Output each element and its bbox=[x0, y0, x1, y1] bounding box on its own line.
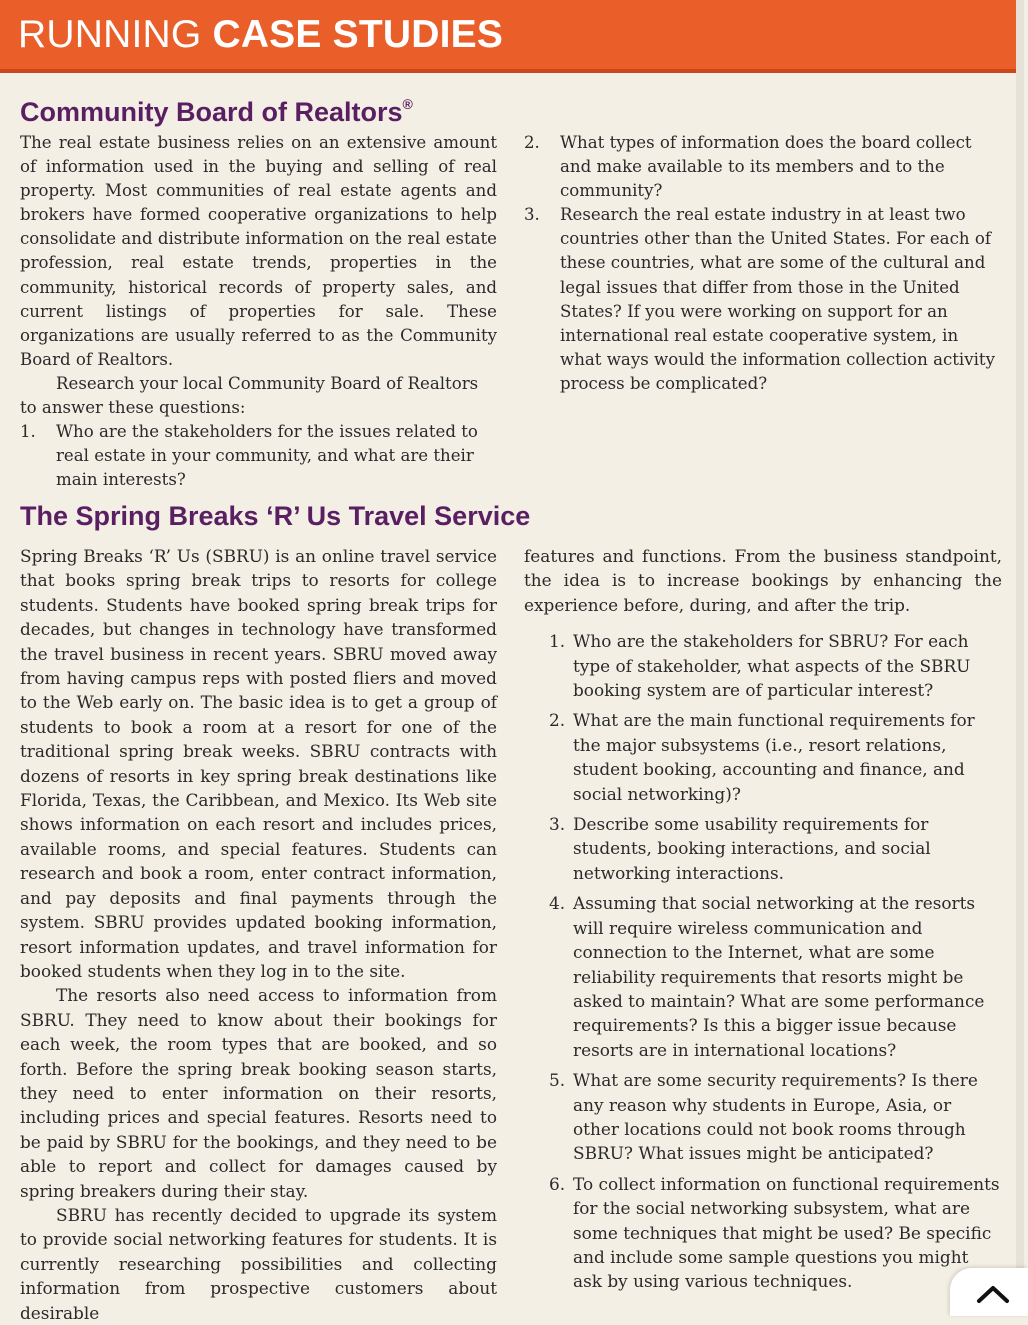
section2-paragraph-2: The resorts also need access to information from SBRU. They need to know about their bookings for each week, the room types that are booked, and so forth. Before the spring break booking season starts, they need to enter information on their resorts, including prices and special features. Resorts need to be paid by SBRU for the bookings, and they need to be able to report and collect for damages caused by spring breakers during their stay. bbox=[20, 985, 497, 1201]
question-text: Assuming that social networking at the resorts will require wireless communication and connection to the Internet, what are some reliability requirements that resorts might be asked to maintain? What are some performance requirements? Is this a bigger issue because resorts are in international locations? bbox=[573, 893, 985, 1060]
list-item bbox=[524, 708, 1002, 806]
chevron-up-icon bbox=[976, 1284, 1010, 1304]
section2-paragraph-1: Spring Breaks ‘R’ Us (SBRU) is an online travel service that books spring break trips to resorts for college students. Students have booked spring break trips for decades, but changes in technology have transformed the travel business in recent years. SBRU moved away from having campus reps with posted fliers and moved to the Web early on. The basic idea is to get a group of students to book a room at a resort for one of the traditional spring break weeks. SBRU contracts with dozens of resorts in key spring break destinations like Florida, Texas, the Caribbean, and Mexico. Its Web site shows information on each resort and includes prices, available rooms, and special features. Students can research and book a room, enter contract information, and pay deposits and final payments through the system. SBRU provides updated booking information, resort information updates, and travel information for booked students when they log in to the site. bbox=[20, 546, 497, 981]
section1-question-list-left bbox=[20, 420, 497, 492]
question-text: What are the main functional requirements for the major subsystems (i.e., resort relations, student booking, accounting and finance, and social networking)? bbox=[573, 710, 975, 804]
banner-title bbox=[18, 12, 503, 58]
section1-research-paragraph: Research your local Community Board of Realtors to answer these questions: bbox=[20, 373, 479, 418]
list-item bbox=[524, 812, 1002, 885]
section1-question-list-right bbox=[524, 131, 995, 396]
question-number: 4. bbox=[549, 893, 566, 914]
section1-title bbox=[20, 87, 413, 129]
registered-mark: ® bbox=[402, 96, 413, 112]
section2-left-column bbox=[20, 544, 497, 1325]
section1-left-column bbox=[20, 131, 497, 492]
list-item bbox=[524, 203, 995, 396]
list-item bbox=[524, 629, 1002, 702]
question-text: Research the real estate industry in at least two countries other than the United States. For each of these countries, what are some of the cultural and legal issues that differ from those in the United States? If you were working on support for an international real estate cooperative system, in what ways would the information collection activity process be complicated? bbox=[560, 205, 995, 393]
section2-paragraph-3: SBRU has recently decided to upgrade its system to provide social networking features for students. It is currently researching possibilities and collecting information from prospective customers about desirable bbox=[20, 1204, 497, 1323]
question-number: 2. bbox=[549, 710, 566, 731]
list-item bbox=[20, 420, 497, 492]
list-item bbox=[524, 891, 1002, 1062]
banner-title-light: RUNNING bbox=[18, 13, 202, 56]
section1-title-text: Community Board of Realtors bbox=[20, 97, 403, 127]
question-text: What types of information does the board collect and make available to its members and to the community? bbox=[560, 133, 972, 201]
running-case-studies-banner bbox=[0, 0, 1024, 73]
question-text: To collect information on functional requirements for the social networking subsystem, what are some techniques that might be used? Be specific and include some sample questions you might ask by using various techniques. bbox=[573, 1173, 1000, 1292]
question-number: 1. bbox=[20, 422, 36, 442]
question-text: Who are the stakeholders for the issues related to real estate in your community, and what are their main interests? bbox=[56, 422, 478, 490]
banner-title-bold: CASE STUDIES bbox=[212, 13, 504, 56]
section2-paragraph-4: features and functions. From the business standpoint, the idea is to increase bookings by enhancing the experience before, during, and after the trip. bbox=[524, 546, 1002, 615]
question-number: 1. bbox=[549, 631, 566, 652]
scrollbar-track[interactable] bbox=[1016, 0, 1024, 1308]
scroll-to-top-button[interactable] bbox=[950, 1268, 1028, 1316]
question-number: 6. bbox=[549, 1173, 566, 1194]
question-text: What are some security requirements? Is there any reason why students in Europe, Asia, or other locations could not book rooms through SBRU? What issues might be anticipated? bbox=[573, 1070, 978, 1164]
question-number: 3. bbox=[549, 814, 566, 835]
question-text: Who are the stakeholders for SBRU? For each type of stakeholder, what aspects of the SBRU booking system are of particular interest? bbox=[573, 631, 971, 701]
question-number: 2. bbox=[524, 133, 540, 152]
section1-intro-paragraph: The real estate business relies on an extensive amount of information used in the buying and selling of real property. Most communities of real estate agents and brokers have formed cooperative organizations to help consolidate and distribute information on the real estate profession, real estate trends, properties in the community, historical records of property sales, and current listings of properties for sale. These organizations are usually referred to as the Community Board of Realtors. bbox=[20, 133, 497, 369]
section2-right-column bbox=[524, 544, 1002, 1300]
list-item bbox=[524, 1172, 1002, 1294]
section2-question-list bbox=[524, 629, 1002, 1294]
question-number: 3. bbox=[524, 205, 540, 225]
list-item bbox=[524, 1068, 1002, 1166]
question-number: 5. bbox=[549, 1070, 566, 1091]
question-text: Describe some usability requirements for students, booking interactions, and social networking interactions. bbox=[573, 814, 931, 883]
list-item bbox=[524, 131, 995, 203]
section1-right-column bbox=[524, 131, 995, 396]
section2-title: The Spring Breaks ‘R’ Us Travel Service bbox=[20, 501, 531, 531]
